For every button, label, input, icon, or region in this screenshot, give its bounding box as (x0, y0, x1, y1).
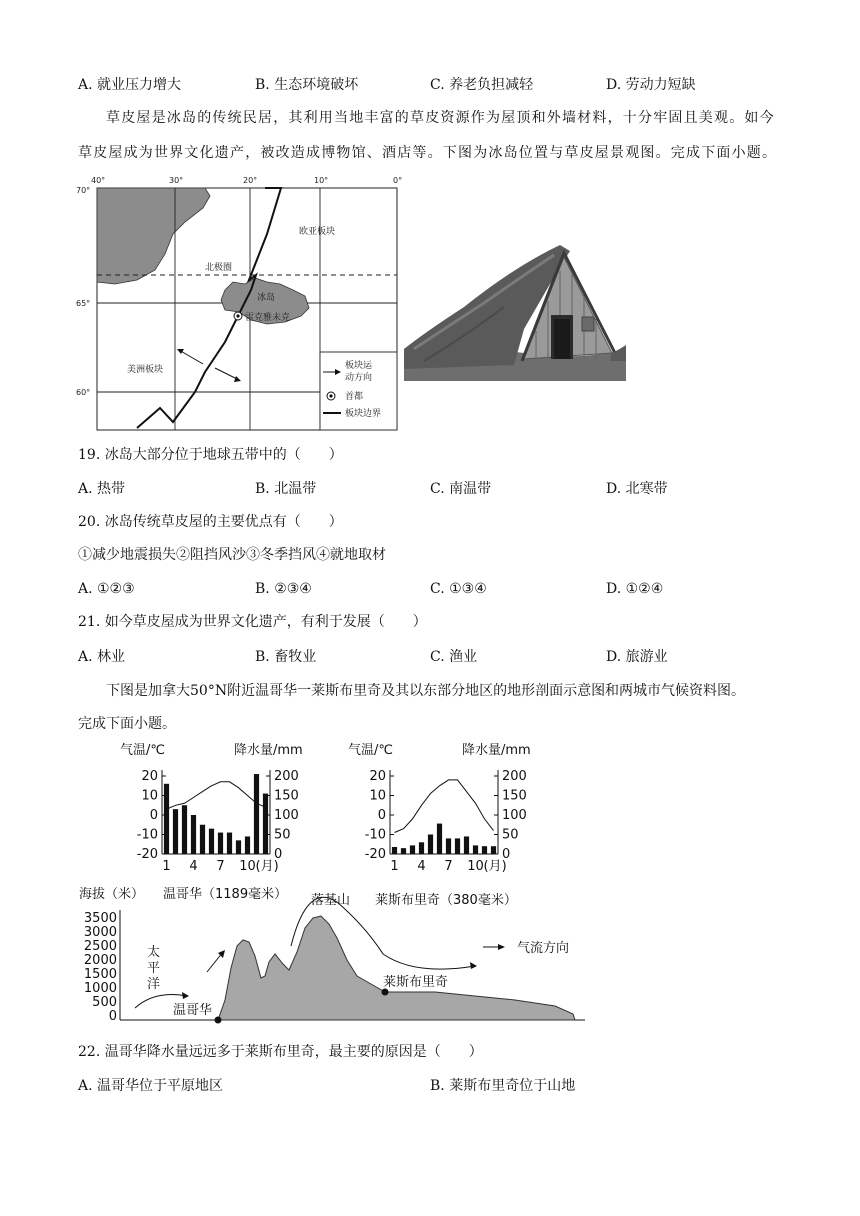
c1-temperature-line (167, 782, 266, 809)
c2-precip-bar-5 (428, 835, 433, 855)
rockies-label: 落基山 (311, 893, 351, 908)
c1-precip-bar-9 (236, 840, 241, 854)
c2-ylabel-right: 降水量/mm (462, 743, 531, 758)
lat-label-70: 70° (76, 186, 91, 195)
q22-stem: 22. 温哥华降水量远远多于莱斯布里奇，最主要的原因是（ ） (78, 1044, 483, 1060)
pacific-char-3: 洋 (147, 977, 161, 992)
lat-label-65: 65° (76, 299, 91, 308)
c2-ytick-left-1: 10 (369, 788, 386, 804)
c2-precip-bar-2 (401, 848, 406, 854)
c1-precip-bar-8 (227, 833, 232, 854)
lon-label-30: 30° (169, 176, 184, 185)
c1-precip-bar-12 (263, 794, 268, 854)
q20-stem: 20. 冰岛传统草皮屋的主要优点有（ ） (78, 514, 343, 530)
intro2-line2: 完成下面小题。 (78, 716, 176, 732)
c1-ytick-left-0: 20 (141, 769, 158, 784)
eurasia-plate-label: 欧亚板块 (299, 227, 336, 237)
c2-ytick-left-2: 0 (377, 808, 386, 823)
q18-option-d[interactable]: D. 劳动力短缺 (606, 77, 696, 93)
c2-xtick-7: 7 (444, 859, 453, 874)
terrain-profile (75, 880, 595, 1030)
c2-xlabel: (月) (483, 859, 507, 874)
turf-house-photo (404, 237, 626, 381)
c1-xtick-7: 7 (216, 859, 225, 874)
q22-option-a[interactable]: A. 温哥华位于平原地区 (78, 1078, 224, 1094)
c2-precip-bar-11 (482, 846, 487, 854)
c2-ytick-left-3: -10 (364, 827, 386, 843)
profile-ylabel: 海拔（米） (79, 887, 145, 902)
c2-precip-bar-10 (473, 845, 478, 854)
q19-option-a[interactable]: A. 热带 (78, 481, 126, 497)
q20-option-a[interactable]: A. ①②③ (78, 581, 135, 597)
c1-precip-bar-6 (209, 829, 214, 854)
q20-option-c[interactable]: C. ①③④ (430, 581, 487, 597)
q19-option-d[interactable]: D. 北寒带 (606, 481, 668, 497)
airflow-label: 气流方向 (517, 941, 570, 956)
legend-motion-line1: 板块运 (345, 361, 373, 371)
q20-option-d[interactable]: D. ①②④ (606, 581, 664, 597)
profile-ytick-500: 500 (92, 995, 117, 1010)
intro2-line1: 下图是加拿大50°N附近温哥华一莱斯布里奇及其以东部分地区的地形剖面示意图和两城市气候资料图。 (106, 683, 746, 699)
profile-ytick-2500: 2500 (83, 939, 117, 954)
c2-precip-bar-9 (464, 836, 469, 854)
c2-precip-bar-1 (392, 847, 397, 854)
q21-option-d[interactable]: D. 旅游业 (606, 649, 668, 665)
c1-ytick-right-0: 200 (274, 769, 299, 784)
c2-ytick-right-1: 150 (502, 788, 527, 804)
intro1-line1: 草皮屋是冰岛的传统民居，其利用当地丰富的草皮资源作为屋顶和外墙材料，十分牢固且美观。如今 (106, 110, 775, 126)
profile-ytick-1000: 1000 (83, 981, 117, 996)
q21-option-b[interactable]: B. 畜牧业 (255, 649, 317, 665)
c2-ytick-right-3: 50 (502, 827, 519, 843)
c2-precip-bar-12 (491, 846, 496, 854)
c1-precip-bar-11 (254, 774, 259, 854)
c1-ytick-left-1: 10 (141, 788, 158, 804)
profile-ytick-3500: 3500 (83, 911, 117, 926)
c1-ytick-left-4: -20 (136, 847, 158, 862)
profile-ytick-1500: 1500 (83, 967, 117, 982)
c1-precip-bar-5 (200, 825, 205, 854)
lon-label-0: 0° (393, 176, 403, 185)
america-plate-label: 美洲板块 (127, 365, 164, 375)
c2-xtick-4: 4 (417, 859, 426, 874)
c1-ytick-left-2: 0 (149, 808, 158, 823)
q18-option-b[interactable]: B. 生态环境破坏 (255, 77, 359, 93)
c1-xlabel: (月) (255, 859, 279, 874)
q21-stem: 21. 如今草皮屋成为世界文化遗产，有利于发展（ ） (78, 614, 427, 630)
vancouver-precip-title: 温哥华（1189毫米） (163, 887, 288, 902)
q19-stem: 19. 冰岛大部分位于地球五带中的（ ） (78, 447, 343, 463)
vancouver-label: 温哥华 (173, 1003, 213, 1018)
c1-precip-bar-2 (173, 809, 178, 854)
c1-ytick-right-4: 0 (274, 847, 283, 862)
c2-ylabel-left: 气温/℃ (348, 743, 393, 758)
c1-xtick-10: 10 (239, 859, 256, 874)
q22-option-b[interactable]: B. 莱斯布里奇位于山地 (430, 1078, 576, 1094)
c1-precip-bar-1 (164, 784, 169, 854)
c1-xtick-1: 1 (162, 859, 171, 874)
c1-ytick-right-2: 100 (274, 808, 299, 823)
lon-label-40: 40° (91, 176, 106, 185)
c2-temperature-line (395, 780, 494, 833)
c1-precip-bar-4 (191, 815, 196, 854)
c2-precip-bar-7 (446, 838, 451, 854)
q19-option-c[interactable]: C. 南温带 (430, 481, 492, 497)
c2-ytick-left-0: 20 (369, 769, 386, 784)
c1-ytick-left-3: -10 (136, 827, 158, 843)
c1-precip-bar-10 (245, 836, 250, 854)
c2-xtick-10: 10 (467, 859, 484, 874)
c2-precip-bar-8 (455, 838, 460, 854)
lethbridge-precip-title: 莱斯布里奇（380毫米） (375, 893, 517, 908)
q21-option-c[interactable]: C. 渔业 (430, 649, 478, 665)
c1-precip-bar-3 (182, 805, 187, 854)
c2-ytick-right-2: 100 (502, 808, 527, 823)
c2-ytick-right-0: 200 (502, 769, 527, 784)
c2-ytick-left-4: -20 (364, 847, 386, 862)
q20-option-b[interactable]: B. ②③④ (255, 581, 312, 597)
profile-ytick-3000: 3000 (83, 925, 117, 940)
c1-ytick-right-1: 150 (274, 788, 299, 804)
q21-option-a[interactable]: A. 林业 (78, 649, 126, 665)
arctic-circle-label: 北极圈 (205, 263, 233, 273)
legend-boundary: 板块边界 (345, 409, 382, 419)
c2-ytick-right-4: 0 (502, 847, 511, 862)
c2-precip-bar-4 (419, 842, 424, 854)
c1-ytick-right-3: 50 (274, 827, 291, 843)
q19-option-b[interactable]: B. 北温带 (255, 481, 317, 497)
c1-ylabel-left: 气温/℃ (120, 743, 165, 758)
lat-label-60: 60° (76, 388, 91, 397)
intro1-line2: 草皮屋成为世界文化遗产，被改造成博物馆、酒店等。下图为冰岛位置与草皮屋景观图。完成下面小题。 (78, 145, 778, 161)
c2-precip-bar-6 (437, 824, 442, 854)
lethbridge-label: 莱斯布里奇 (383, 975, 449, 990)
lon-label-20: 20° (243, 176, 258, 185)
iceland-map (75, 172, 405, 434)
c1-ylabel-right: 降水量/mm (234, 743, 303, 758)
pacific-char-1: 太 (147, 945, 161, 960)
c1-xtick-4: 4 (189, 859, 198, 874)
q18-option-a[interactable]: A. 就业压力增大 (78, 77, 182, 93)
c2-precip-bar-3 (410, 845, 415, 854)
profile-ytick-2000: 2000 (83, 953, 117, 968)
q20-statements: ①减少地震损失②阻挡风沙③冬季挡风④就地取材 (78, 547, 386, 563)
profile-ytick-0: 0 (108, 1009, 117, 1024)
legend-motion-line2: 动方向 (345, 373, 373, 383)
legend-capital: 首都 (345, 392, 364, 402)
reykjavik-label: 雷克雅未克 (245, 313, 291, 323)
c1-precip-bar-7 (218, 833, 223, 854)
c2-xtick-1: 1 (390, 859, 399, 874)
iceland-label: 冰岛 (257, 293, 276, 303)
lon-label-10: 10° (314, 176, 329, 185)
climate-charts (120, 740, 550, 880)
q18-option-c[interactable]: C. 养老负担减轻 (430, 77, 534, 93)
pacific-char-2: 平 (147, 961, 161, 976)
